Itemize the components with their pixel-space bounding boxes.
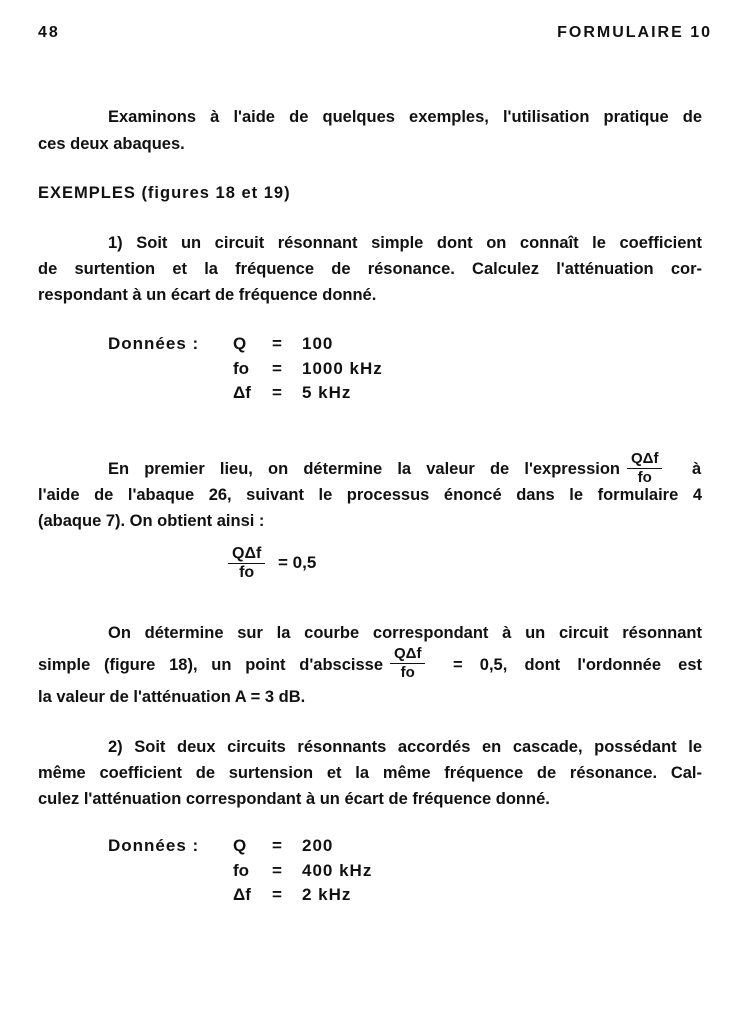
example1-line-1: 1) Soit un circuit résonnant simple dont on connaît le coefficient [108, 234, 702, 252]
data-equals: = [272, 836, 282, 855]
data-value: 2 kHz [302, 885, 352, 904]
step2-line-2a: simple (figure 18), un point d'abscisse [38, 656, 383, 674]
inline-fraction-2 [390, 645, 425, 682]
examples-heading: EXEMPLES (figures 18 et 19) [38, 184, 291, 202]
step2-line-2b: = 0,5, dont l'ordonnée est [453, 656, 702, 674]
data-equals: = [272, 885, 282, 904]
intro-line-1: Examinons à l'aide de quelques exemples, l'utilisation pratique de [108, 108, 702, 126]
data-value: 400 kHz [302, 861, 373, 880]
data-equals: = [272, 383, 282, 402]
fraction-denominator: fo [239, 564, 255, 581]
step1-line-1-end: à [692, 460, 702, 478]
example2-line-1: 2) Soit deux circuits résonnants accordés en cascade, possédant le [108, 738, 702, 756]
data-symbol: Δf [233, 383, 251, 402]
data-symbol: fo [233, 861, 250, 880]
fraction-denominator: fo [400, 664, 415, 681]
data-equals: = [272, 359, 282, 378]
example1-line-3: respondant à un écart de fréquence donné. [38, 286, 377, 304]
data-symbol: Δf [233, 885, 251, 904]
data-symbol: Q [233, 334, 247, 353]
data-value: 100 [302, 334, 334, 353]
example2-line-3: culez l'atténuation correspondant à un écart de fréquence donné. [38, 790, 550, 808]
inline-fraction-1 [627, 450, 662, 487]
example1-line-2: de surtention et la fréquence de résonance. Calculez l'atténuation cor- [38, 260, 702, 278]
page-number: 48 [38, 24, 60, 41]
data-value: 5 kHz [302, 383, 352, 402]
fraction-numerator: QΔf [390, 645, 425, 664]
example1-data-label: Données : [108, 334, 200, 353]
fraction-denominator: fo [637, 469, 652, 486]
fraction-numerator: QΔf [228, 545, 265, 564]
data-value: 200 [302, 836, 334, 855]
intro-line-2: ces deux abaques. [38, 135, 185, 153]
step2-line-3: la valeur de l'atténuation A = 3 dB. [38, 688, 306, 706]
step1-line-3: (abaque 7). On obtient ainsi : [38, 512, 265, 530]
data-value: 1000 kHz [302, 359, 383, 378]
example2-data-label: Données : [108, 836, 200, 855]
page-title: FORMULAIRE 10 [557, 24, 712, 41]
step2-line-1: On détermine sur la courbe correspondant à un circuit résonnant [108, 624, 702, 642]
equation-result: = 0,5 [278, 553, 317, 572]
example2-line-2: même coefficient de surtension et la même fréquence de résonance. Cal- [38, 764, 702, 782]
data-equals: = [272, 861, 282, 880]
data-equals: = [272, 334, 282, 353]
data-symbol: fo [233, 359, 250, 378]
step1-line-2: l'aide de l'abaque 26, suivant le processus énoncé dans le formulaire 4 [38, 486, 702, 504]
fraction-numerator: QΔf [627, 450, 662, 469]
display-fraction [228, 545, 265, 582]
data-symbol: Q [233, 836, 247, 855]
step1-line-1: En premier lieu, on détermine la valeur de l'expression [108, 460, 620, 478]
